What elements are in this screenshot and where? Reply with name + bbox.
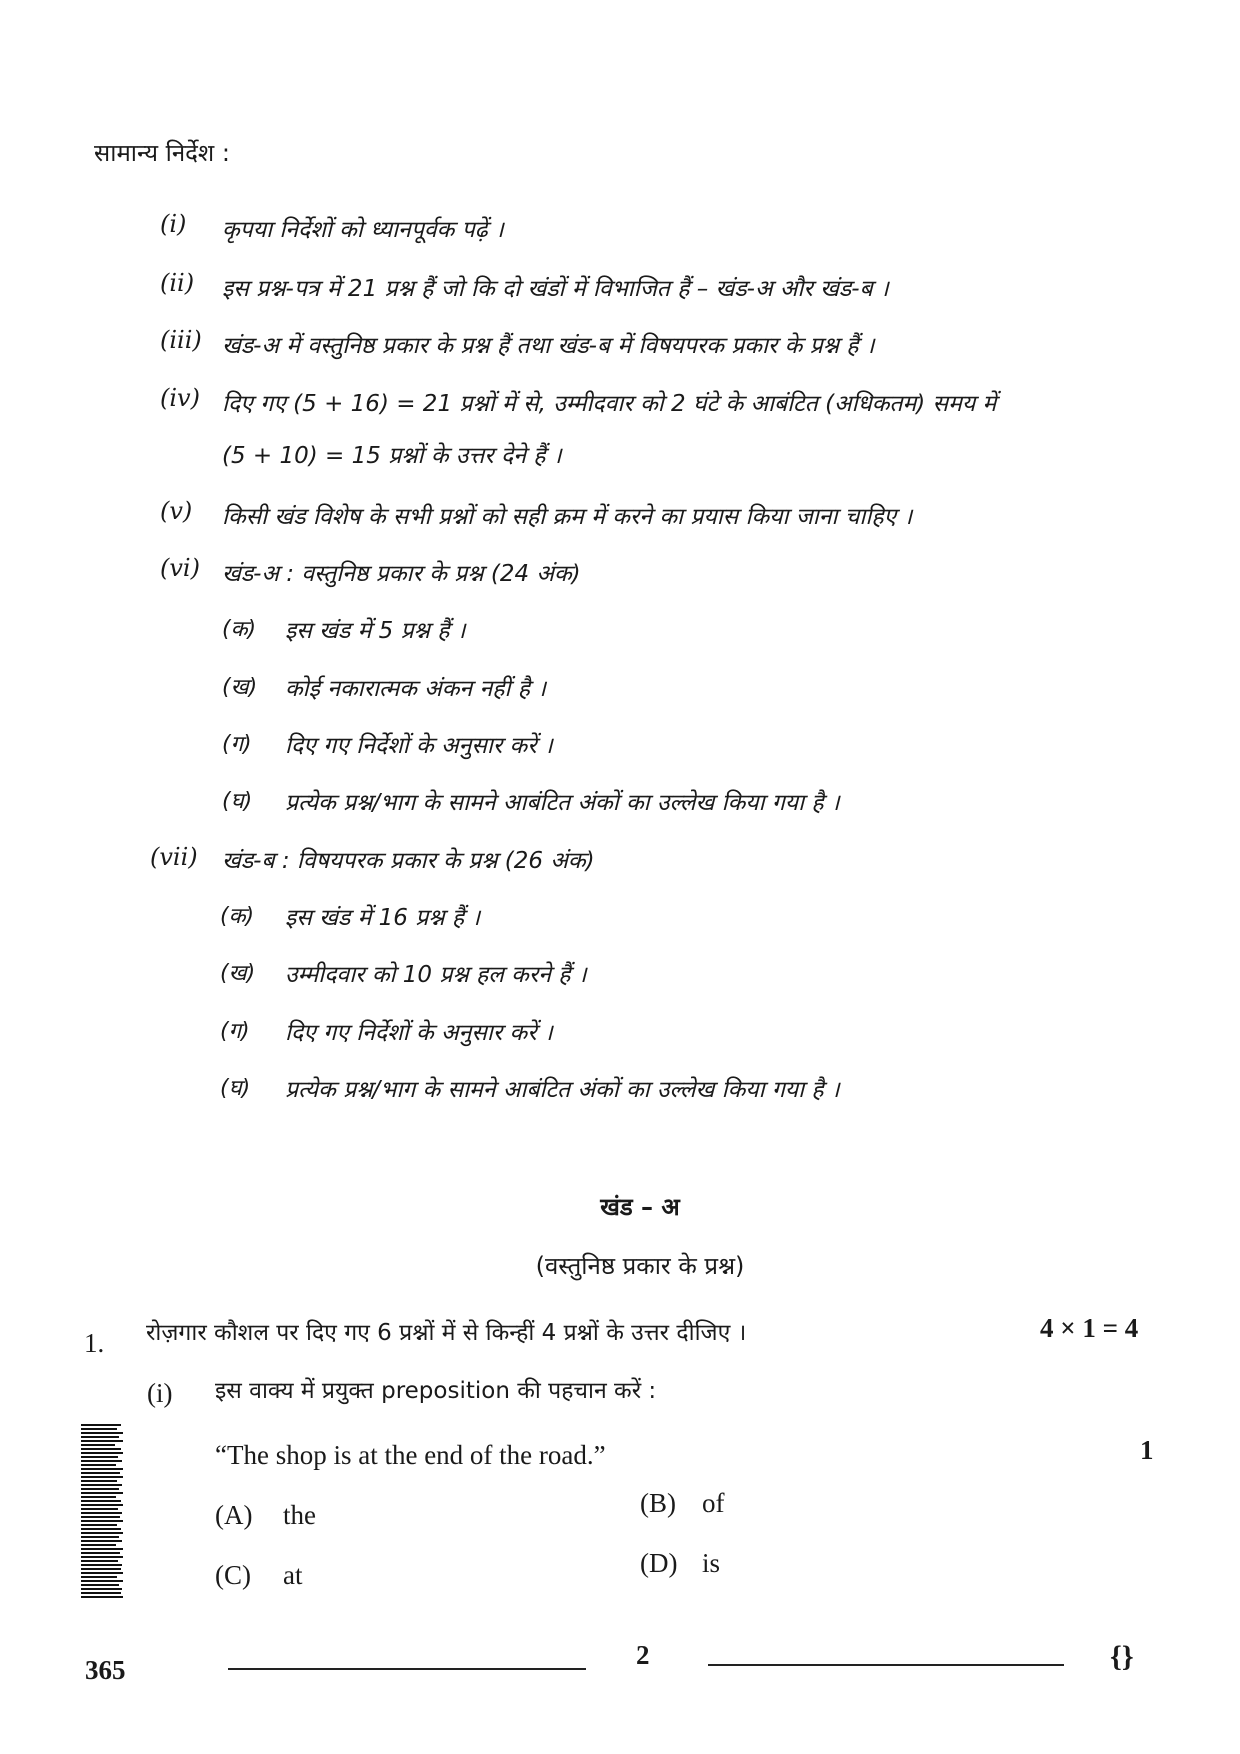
sub-instruction-text: प्रत्येक प्रश्न/भाग के सामने आबंटित अंकों का उल्लेख किया गया है ।: [285, 1077, 840, 1103]
option-text: at: [283, 1560, 303, 1590]
option-label: (D): [640, 1548, 678, 1578]
section-title: खंड – अ: [600, 1193, 680, 1221]
sub-instruction-text: इस खंड में 5 प्रश्न हैं ।: [285, 618, 466, 644]
instruction-text: खंड-अ में वस्तुनिष्ठ प्रकार के प्रश्न हैं तथा खंड-ब में विषयपरक प्रकार के प्रश्न हैं ।: [222, 333, 875, 359]
sub-instruction-label: (ख): [220, 961, 256, 986]
instruction-text-continued: (5 + 10) = 15 प्रश्नों के उत्तर देने हैं ।: [222, 443, 562, 469]
sub-instruction-label: (क): [222, 617, 257, 642]
option-label: (B): [640, 1488, 676, 1518]
sub-instruction-label: (ग): [220, 1019, 250, 1044]
instruction-number: (vii): [150, 843, 198, 871]
part-marks: 1: [1140, 1435, 1154, 1465]
sub-instruction-text: उम्मीदवार को 10 प्रश्न हल करने हैं ।: [285, 962, 587, 988]
instruction-text: दिए गए (5 + 16) = 21 प्रश्नों में से, उम्मीदवार को 2 घंटे के आबंटित (अधिकतम) समय में: [222, 391, 997, 417]
instruction-number: (i): [160, 210, 187, 238]
option-text: is: [702, 1548, 721, 1578]
option-label: (A): [215, 1500, 253, 1530]
instruction-text: इस प्रश्न-पत्र में 21 प्रश्न हैं जो कि दो खंडों में विभाजित हैं – खंड-अ और खंड-ब ।: [222, 276, 889, 302]
sub-instruction-text: दिए गए निर्देशों के अनुसार करें ।: [285, 1020, 553, 1046]
instruction-number: (iii): [160, 326, 202, 354]
instruction-number: (ii): [160, 269, 195, 297]
sub-instruction-text: दिए गए निर्देशों के अनुसार करें ।: [285, 733, 553, 759]
option-label: (C): [215, 1560, 251, 1590]
option-text: of: [702, 1488, 725, 1518]
instruction-text: खंड-अ : वस्तुनिष्ठ प्रकार के प्रश्न (24 अंक): [222, 561, 581, 587]
instruction-number: (vi): [160, 554, 200, 582]
paper-code: 365: [85, 1655, 126, 1685]
sub-instruction-text: प्रत्येक प्रश्न/भाग के सामने आबंटित अंकों का उल्लेख किया गया है ।: [285, 790, 840, 816]
instruction-number: (v): [160, 497, 193, 525]
section-subtitle: (वस्तुनिष्ठ प्रकार के प्रश्न): [535, 1252, 745, 1280]
question-number: 1.: [84, 1328, 105, 1358]
sub-instruction-label: (घ): [220, 1076, 251, 1101]
footer-rule-right: [708, 1664, 1064, 1666]
sub-instruction-text: कोई नकारात्मक अंकन नहीं है ।: [285, 676, 546, 702]
barcode-image: [81, 1424, 123, 1602]
sub-instruction-label: (क): [220, 904, 255, 929]
part-number: (i): [147, 1378, 173, 1408]
sub-instruction-text: इस खंड में 16 प्रश्न हैं ।: [285, 905, 481, 931]
instruction-text: खंड-ब : विषयपरक प्रकार के प्रश्न (26 अंक): [222, 848, 595, 874]
braces-mark: {}: [1110, 1640, 1134, 1673]
instruction-number: (iv): [160, 384, 200, 412]
instruction-text: कृपया निर्देशों को ध्यानपूर्वक पढ़ें ।: [222, 217, 504, 243]
question-marks: 4 × 1 = 4: [1040, 1313, 1139, 1343]
page-number: 2: [636, 1640, 650, 1670]
footer-rule-left: [228, 1668, 586, 1670]
instruction-text: किसी खंड विशेष के सभी प्रश्नों को सही क्रम में करने का प्रयास किया जाना चाहिए ।: [222, 504, 913, 530]
sub-instruction-label: (ग): [222, 732, 252, 757]
part-text: इस वाक्य में प्रयुक्त preposition की पहचान करें :: [215, 1378, 657, 1404]
quoted-sentence: “The shop is at the end of the road.”: [215, 1440, 606, 1470]
sub-instruction-label: (ख): [222, 675, 258, 700]
sub-instruction-label: (घ): [222, 789, 253, 814]
general-instructions-heading: सामान्य निर्देश :: [94, 139, 230, 167]
question-text: रोज़गार कौशल पर दिए गए 6 प्रश्नों में से किन्हीं 4 प्रश्नों के उत्तर दीजिए ।: [146, 1320, 747, 1346]
option-text: the: [283, 1500, 316, 1530]
